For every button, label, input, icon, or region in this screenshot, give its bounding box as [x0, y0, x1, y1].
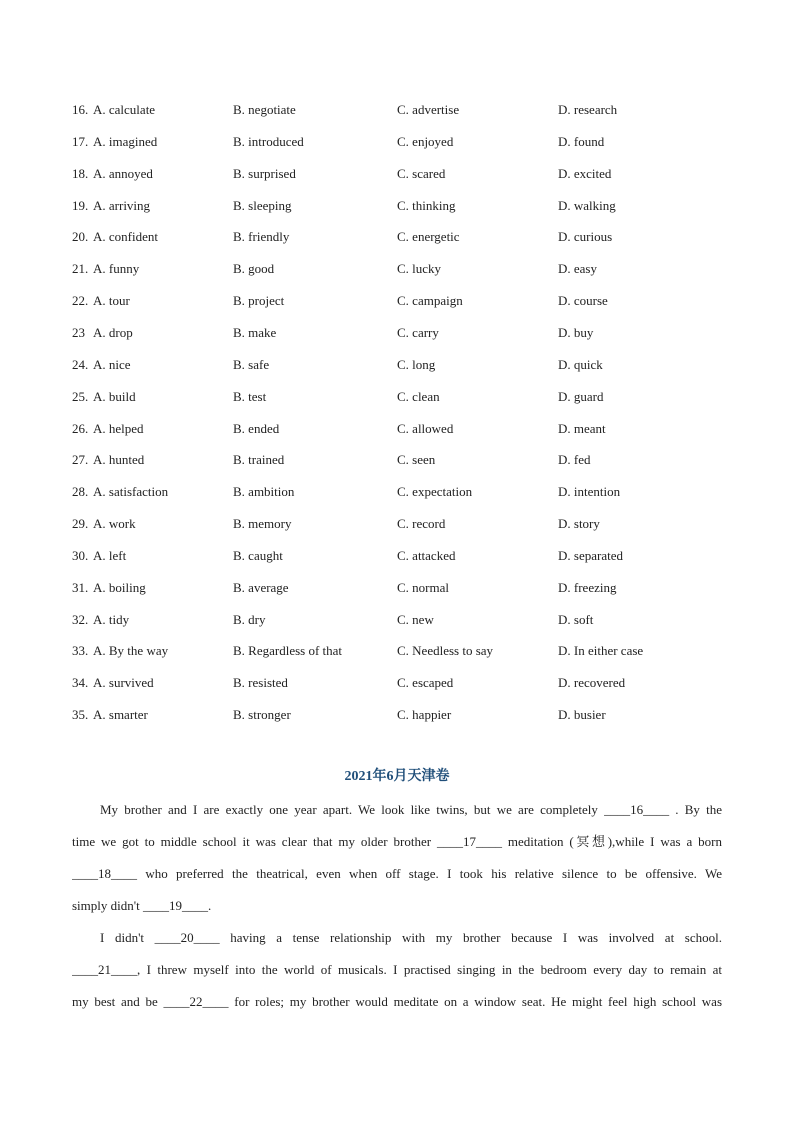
option-a: A. smarter [93, 707, 148, 723]
option-d: D. walking [558, 197, 616, 213]
option-b: B. dry [233, 611, 266, 627]
option-d: D. research [558, 102, 618, 117]
option-row [0, 673, 794, 693]
passage-line: simply didn't ____19____. [72, 898, 212, 913]
option-d: D. meant [558, 420, 606, 436]
option-a: A. funny [93, 261, 140, 277]
option-c: C. seen [397, 452, 436, 468]
option-b: B. good [233, 261, 275, 277]
option-b: B. project [233, 293, 285, 309]
option-d: D. separated [558, 547, 623, 563]
option-d: D. story [558, 516, 600, 532]
question-number: 19. [72, 197, 89, 213]
option-b: B. friendly [233, 229, 290, 245]
question-number: 26. [72, 420, 89, 436]
option-b: B. surprised [233, 165, 296, 181]
question-number: 32. [72, 611, 89, 627]
option-a: A. arriving [93, 197, 151, 213]
option-b: B. ended [233, 420, 280, 436]
option-a: A. imagined [93, 133, 158, 149]
question-number: 17. [72, 133, 89, 149]
option-row [0, 164, 794, 184]
option-c: C. allowed [397, 420, 454, 436]
passage-line: My brother and I are exactly one year apart. We look like twins, but we are completely ____16____ . By the [100, 802, 722, 817]
option-d: D. excited [558, 165, 612, 181]
question-number: 27. [72, 452, 89, 468]
option-b: B. test [233, 388, 267, 404]
option-b: B. average [233, 579, 289, 595]
option-c: C. lucky [397, 261, 442, 277]
option-row [0, 355, 794, 375]
option-d: D. freezing [558, 579, 617, 595]
option-row [0, 546, 794, 566]
option-c: C. escaped [397, 675, 454, 691]
question-number: 25. [72, 388, 89, 404]
option-c: C. carry [397, 324, 439, 340]
option-row [0, 641, 794, 661]
passage-line: I didn't ____20____ having a tense relationship with my brother because I was involved at school. [100, 930, 722, 945]
option-b: B. resisted [233, 675, 288, 691]
option-a: A. build [93, 388, 136, 404]
question-number: 28. [72, 484, 89, 500]
question-number: 22. [72, 293, 89, 309]
option-a: A. tidy [93, 611, 130, 627]
option-c: C. advertise [397, 102, 460, 117]
option-d: D. soft [558, 611, 594, 627]
option-a: A. left [93, 547, 127, 563]
option-a: A. work [93, 516, 136, 532]
option-a: A. survived [93, 675, 154, 691]
option-b: B. Regardless of that [233, 643, 343, 659]
question-number: 20. [72, 229, 89, 245]
passage-line: ____18____ who preferred the theatrical, even when off stage. I took his relative silence to be offensive. We [72, 866, 722, 881]
option-row [0, 132, 794, 152]
question-number: 23 [72, 324, 85, 340]
option-c: C. enjoyed [397, 133, 454, 149]
question-number: 30. [72, 547, 89, 563]
passage-line: time we got to middle school it was clear that my older brother ____17____ meditation (冥想),while I was a born [72, 834, 722, 849]
option-c: C. clean [397, 388, 440, 404]
question-number: 29. [72, 516, 89, 532]
question-number: 31. [72, 579, 89, 595]
question-number: 35. [72, 707, 89, 723]
option-row [0, 578, 794, 598]
option-c: C. energetic [397, 229, 460, 245]
option-b: B. sleeping [233, 197, 292, 213]
question-number: 33. [72, 643, 89, 659]
option-b: B. trained [233, 452, 285, 468]
option-row [0, 291, 794, 311]
option-d: D. intention [558, 484, 621, 500]
option-c: C. record [397, 516, 446, 532]
option-c: C. scared [397, 165, 446, 181]
option-d: D. found [558, 133, 605, 149]
option-d: D. easy [558, 261, 597, 277]
option-row [0, 450, 794, 470]
option-c: C. Needless to say [397, 643, 494, 659]
option-a: A. annoyed [93, 165, 153, 181]
option-d: D. course [558, 293, 608, 309]
option-row [0, 196, 794, 216]
option-b: B. caught [233, 547, 283, 563]
option-a: A. drop [93, 324, 133, 340]
option-a: A. boiling [93, 579, 146, 595]
reading-passage [72, 798, 722, 1022]
option-b: B. ambition [233, 484, 295, 500]
option-c: C. campaign [397, 293, 463, 309]
question-number: 18. [72, 165, 89, 181]
passage-line: ____21____, I threw myself into the world of musicals. I practised singing in the bedroom every day to remain at [72, 962, 722, 977]
option-b: B. make [233, 324, 277, 340]
option-d: D. In either case [558, 643, 644, 659]
option-d: D. recovered [558, 675, 626, 691]
option-c: C. new [397, 611, 434, 627]
option-c: C. long [397, 356, 436, 372]
option-a: A. helped [93, 420, 144, 436]
option-row [0, 100, 794, 120]
option-c: C. happier [397, 707, 452, 723]
option-d: D. fed [558, 452, 591, 468]
option-row [0, 514, 794, 534]
question-number: 21. [72, 261, 89, 277]
option-b: B. memory [233, 516, 292, 532]
option-b: B. safe [233, 356, 270, 372]
question-number: 34. [72, 675, 89, 691]
option-d: D. buy [558, 324, 594, 340]
option-row [0, 419, 794, 439]
option-b: B. negotiate [233, 102, 296, 117]
option-row [0, 227, 794, 247]
option-d: D. guard [558, 388, 604, 404]
option-row [0, 610, 794, 630]
option-c: C. thinking [397, 197, 456, 213]
option-c: C. normal [397, 579, 449, 595]
passage-line: my best and be ____22____ for roles; my brother would meditate on a window seat. He might feel high school was [72, 994, 722, 1009]
option-row [0, 259, 794, 279]
option-d: D. quick [558, 356, 603, 372]
option-row [0, 705, 794, 725]
section-heading: 2021年6月天津卷 [344, 769, 450, 784]
question-number: 16. [72, 102, 89, 117]
question-number: 24. [72, 356, 89, 372]
option-d: D. curious [558, 229, 613, 245]
option-a: A. satisfaction [93, 484, 169, 500]
option-row [0, 482, 794, 502]
option-row [0, 323, 794, 343]
option-a: A. By the way [93, 643, 169, 659]
option-a: A. tour [93, 293, 130, 309]
option-c: C. expectation [397, 484, 473, 500]
option-a: A. confident [93, 229, 158, 245]
option-a: A. hunted [93, 452, 145, 468]
option-row [0, 387, 794, 407]
option-b: B. stronger [233, 707, 291, 723]
option-b: B. introduced [233, 133, 304, 149]
option-a: A. calculate [93, 102, 156, 117]
option-c: C. attacked [397, 547, 456, 563]
option-d: D. busier [558, 707, 606, 723]
option-a: A. nice [93, 356, 131, 372]
